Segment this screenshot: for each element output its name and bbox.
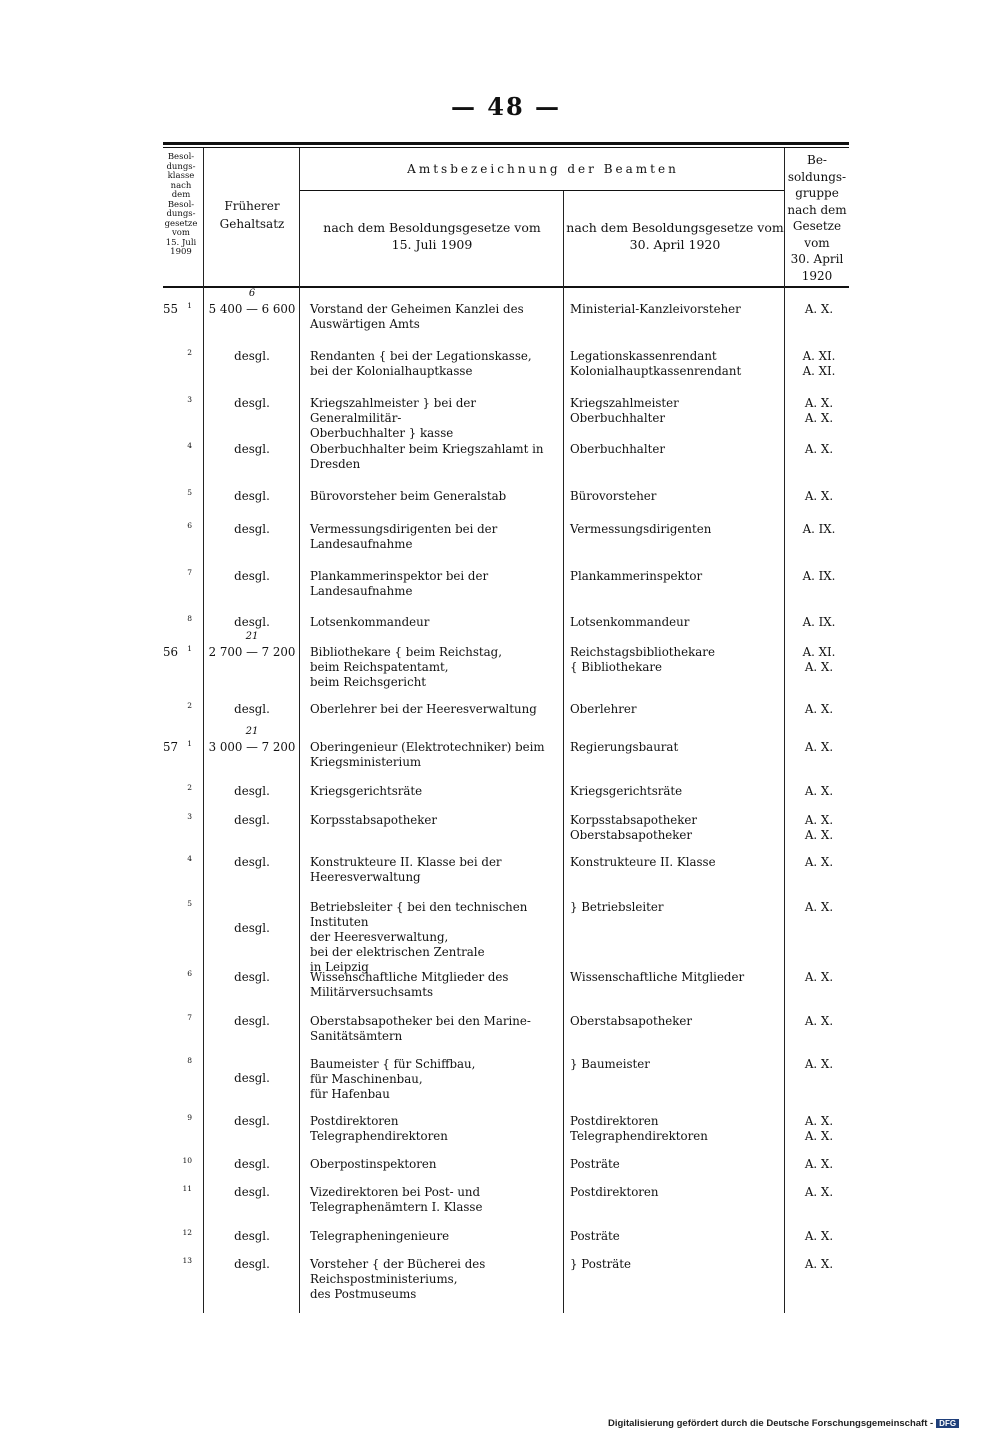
column-divider: [563, 191, 564, 1313]
pay-group-1920: A. X. A. X.: [804, 1114, 834, 1143]
pay-group-1920: A. X.: [804, 784, 834, 798]
title-1920: Legationskassenrendant Kolonialhauptkassenrendant: [570, 349, 742, 378]
title-1920: Ministerial-Kanzleivorsteher: [570, 302, 741, 316]
sub-number: 11: [182, 1184, 192, 1193]
title-1909: Bürovorsteher beim Generalstab: [310, 489, 507, 503]
former-salary: desgl.: [234, 855, 270, 869]
table-top-rule-thin: [163, 147, 849, 148]
column-divider: [784, 148, 785, 1313]
pay-group-1920: A. X.: [804, 970, 834, 984]
former-salary: desgl.: [234, 1257, 270, 1271]
sub-number: 8: [187, 614, 192, 623]
title-1909: Kriegszahlmeister } bei der Generalmilitär- Oberbuchhalter } kasse: [310, 396, 477, 440]
title-1909: Postdirektoren Telegraphendirektoren: [310, 1114, 448, 1143]
header-text: Besol- dungs- klasse nach dem Besol- dungs- gesetze vom 15. Juli 1909: [164, 152, 198, 258]
sub-number: 5: [187, 488, 192, 497]
sub-number: 1: [187, 644, 192, 653]
table-top-rule: [163, 142, 849, 145]
sub-number: 3: [187, 395, 192, 404]
pay-group-1920: A. X.: [804, 740, 834, 754]
header-title-1920: [566, 220, 784, 254]
title-1909: Konstrukteure II. Klasse bei der Heeresverwaltung: [310, 855, 502, 884]
former-salary: desgl.: [234, 349, 270, 363]
former-salary: desgl.: [234, 1114, 270, 1128]
title-1909: Vorsteher { der Bücherei des Reichspostministeriums, des Postmuseums: [310, 1257, 486, 1301]
former-salary: desgl.: [234, 569, 270, 583]
title-1909: Telegrapheningenieure: [310, 1229, 450, 1243]
pay-group-1920: A. X.: [804, 1229, 834, 1243]
pay-group-1920: A. XI. A. XI.: [802, 349, 836, 378]
pay-group-1920: A. X. A. X.: [804, 396, 834, 425]
title-1909: Plankammerinspektor bei der Landesaufnahme: [310, 569, 489, 598]
title-1909: Baumeister { für Schiffbau, für Maschinenbau, für Hafenbau: [310, 1057, 476, 1101]
former-salary: desgl.: [234, 522, 270, 536]
sub-number: 9: [187, 1113, 192, 1122]
pay-group-1920: A. X.: [804, 1185, 834, 1199]
title-1909: Korpsstabsapotheker: [310, 813, 438, 827]
title-1909: Vermessungsdirigenten bei der Landesaufnahme: [310, 522, 498, 551]
former-salary: desgl.: [234, 396, 270, 410]
header-text: Be- soldungs- gruppe nach dem Gesetze vom 30. April 1920: [787, 153, 847, 283]
pay-group-1920: A. X.: [804, 900, 834, 914]
sub-number: 10: [182, 1156, 192, 1165]
title-1920: Postdirektoren: [570, 1185, 659, 1199]
title-1909: Kriegsgerichtsräte: [310, 784, 423, 798]
sub-number: 6: [187, 969, 192, 978]
title-1920: Bürovorsteher: [570, 489, 657, 503]
sub-number: 2: [187, 783, 192, 792]
pay-group-1920: A. X.: [804, 442, 834, 456]
former-salary: desgl.: [234, 921, 270, 935]
sub-number: 13: [182, 1256, 192, 1265]
sub-number: 4: [187, 854, 192, 863]
title-1920: } Baumeister: [570, 1057, 650, 1071]
sub-number: 5: [187, 899, 192, 908]
title-1909: Oberingenieur (Elektrotechniker) beim Kriegsministerium: [310, 740, 545, 769]
header-text: Früherer Gehaltsatz: [219, 199, 285, 231]
former-salary: 2 700 — 7 200: [208, 645, 296, 659]
title-1920: Vermessungsdirigenten: [570, 522, 712, 536]
title-1909: Oberpostinspektoren: [310, 1157, 437, 1171]
sub-number: 7: [187, 1013, 192, 1022]
column-divider: [299, 148, 300, 1313]
page-number: — 48 —: [450, 92, 562, 121]
pay-group-1920: A. IX.: [802, 522, 836, 536]
former-salary: desgl.: [234, 489, 270, 503]
salary-superscript: 21: [245, 726, 259, 737]
pay-group-1920: A. X.: [804, 489, 834, 503]
title-1909: Vorstand der Geheimen Kanzlei des Auswärtigen Amts: [310, 302, 524, 331]
former-salary: desgl.: [234, 1185, 270, 1199]
title-1920: Kriegsgerichtsräte: [570, 784, 683, 798]
sub-number: 6: [187, 521, 192, 530]
header-text: nach dem Besoldungsgesetze vom 15. Juli 1909: [323, 220, 541, 252]
header-group-1920: [786, 152, 848, 284]
pay-group-1920: A. IX.: [802, 615, 836, 629]
dfg-logo: DFG: [936, 1419, 959, 1428]
sub-number: 1: [187, 739, 192, 748]
sub-number: 3: [187, 812, 192, 821]
former-salary: desgl.: [234, 702, 270, 716]
header-title-1909: [302, 220, 562, 254]
sub-number: 4: [187, 441, 192, 450]
class-number: 57: [162, 740, 178, 754]
former-salary: 5 400 — 6 600: [208, 302, 296, 316]
title-1920: Korpsstabsapotheker Oberstabsapotheker: [570, 813, 698, 842]
header-span-rule: [300, 190, 784, 191]
header-former-salary: [206, 197, 298, 233]
title-1920: Postdirektoren Telegraphendirektoren: [570, 1114, 708, 1143]
former-salary: desgl.: [234, 442, 270, 456]
pay-group-1920: A. X.: [804, 1057, 834, 1071]
title-1920: Oberlehrer: [570, 702, 637, 716]
footer-credit: [608, 1418, 959, 1429]
pay-group-1920: A. X.: [804, 1014, 834, 1028]
salary-superscript: 21: [245, 631, 259, 642]
class-number: 55: [162, 302, 178, 316]
title-1909: Betriebsleiter { bei den technischen Instituten der Heeresverwaltung, bei der elektrischen Zentrale in Leipzig: [310, 900, 528, 974]
title-1920: Reichstagsbibliothekare { Bibliothekare: [570, 645, 715, 674]
title-1909: Bibliothekare { beim Reichstag, beim Reichspatentamt, beim Reichsgericht: [310, 645, 502, 689]
former-salary: 3 000 — 7 200: [208, 740, 296, 754]
title-1920: Oberstabsapotheker: [570, 1014, 693, 1028]
former-salary: desgl.: [234, 615, 270, 629]
title-1920: Oberbuchhalter: [570, 442, 665, 456]
column-divider: [203, 148, 204, 1313]
title-1920: } Betriebsleiter: [570, 900, 664, 914]
sub-number: 1: [187, 301, 192, 310]
sub-number: 7: [187, 568, 192, 577]
former-salary: desgl.: [234, 1014, 270, 1028]
salary-superscript: 6: [248, 288, 256, 299]
title-1909: Lotsenkommandeur: [310, 615, 430, 629]
pay-group-1920: A. X.: [804, 702, 834, 716]
title-1909: Vizedirektoren bei Post- und Telegraphenämtern I. Klasse: [310, 1185, 483, 1214]
sub-number: 8: [187, 1056, 192, 1065]
pay-group-1920: A. IX.: [802, 569, 836, 583]
title-1909: Oberstabsapotheker bei den Marine-Sanitätsämtern: [310, 1014, 531, 1043]
title-1920: Konstrukteure II. Klasse: [570, 855, 716, 869]
former-salary: desgl.: [234, 1071, 270, 1085]
title-1920: Regierungsbaurat: [570, 740, 679, 754]
title-1920: Kriegszahlmeister Oberbuchhalter: [570, 396, 679, 425]
title-1909: Oberlehrer bei der Heeresverwaltung: [310, 702, 537, 716]
title-1909: Rendanten { bei der Legationskasse, bei der Kolonialhauptkasse: [310, 349, 532, 378]
title-1920: Lotsenkommandeur: [570, 615, 690, 629]
pay-group-1920: A. XI. A. X.: [802, 645, 836, 674]
footer-text: Digitalisierung gefördert durch die Deutsche Forschungsgemeinschaft -: [608, 1418, 934, 1429]
header-text: nach dem Besoldungsgesetze vom 30. April 1920: [566, 220, 784, 252]
pay-group-1920: A. X.: [804, 855, 834, 869]
pay-group-1920: A. X.: [804, 302, 834, 316]
former-salary: desgl.: [234, 1229, 270, 1243]
pay-group-1920: A. X.: [804, 1257, 834, 1271]
header-class-1909: [160, 153, 202, 258]
sub-number: 12: [182, 1228, 192, 1237]
former-salary: desgl.: [234, 1157, 270, 1171]
title-1909: Wissenschaftliche Mitglieder des Militärversuchsamts: [310, 970, 509, 999]
title-1920: Wissenschaftliche Mitglieder: [570, 970, 745, 984]
sub-number: 2: [187, 348, 192, 357]
pay-group-1920: A. X.: [804, 1157, 834, 1171]
sub-number: 2: [187, 701, 192, 710]
pay-group-1920: A. X. A. X.: [804, 813, 834, 842]
class-number: 56: [162, 645, 178, 659]
title-1920: Plankammerinspektor: [570, 569, 703, 583]
title-1909: Oberbuchhalter beim Kriegszahlamt in Dresden: [310, 442, 544, 471]
former-salary: desgl.: [234, 970, 270, 984]
title-1920: } Posträte: [570, 1257, 632, 1271]
former-salary: desgl.: [234, 784, 270, 798]
header-official-titles: Amtsbezeichnung der Beamten: [407, 162, 679, 176]
title-1920: Posträte: [570, 1229, 620, 1243]
title-1920: Posträte: [570, 1157, 620, 1171]
former-salary: desgl.: [234, 813, 270, 827]
